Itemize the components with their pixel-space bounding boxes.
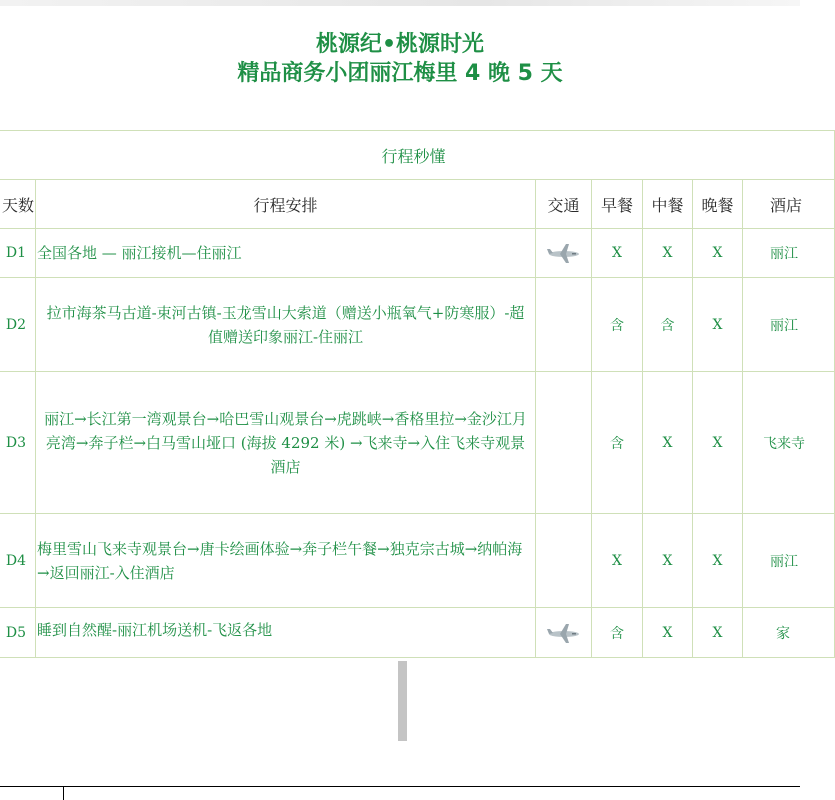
breakfast-cell: 含 — [592, 372, 643, 514]
title-line-1: 桃源纪•桃源时光 — [315, 32, 485, 57]
plan-cell: 丽江→长江第一湾观景台→哈巴雪山观景台→虎跳峡→香格里拉→金沙江月亮湾→奔子栏→白马雪山垭口 (海拔 4292 米) →飞来寺→入住飞来寺观景酒店 — [36, 372, 536, 514]
lunch-cell: X — [643, 372, 693, 514]
day-cell: D2 — [0, 278, 36, 372]
dinner-cell: X — [693, 514, 743, 608]
transport-cell — [536, 608, 592, 658]
table-row — [0, 229, 835, 278]
itinerary-table — [0, 130, 835, 658]
header-transport: 交通 — [536, 180, 592, 229]
breakfast-cell: X — [592, 514, 643, 608]
title-block — [0, 30, 800, 88]
bottom-divider-tick — [63, 786, 64, 800]
plan-cell: 睡到自然醒-丽江机场送机-飞返各地 — [36, 608, 536, 658]
hotel-cell: 丽江 — [743, 514, 835, 608]
breakfast-cell: 含 — [592, 608, 643, 658]
hotel-cell: 飞来寺 — [743, 372, 835, 514]
transport-cell — [536, 514, 592, 608]
breakfast-cell: X — [592, 229, 643, 278]
lunch-cell: X — [643, 608, 693, 658]
plan-cell: 拉市海茶马古道-束河古镇-玉龙雪山大索道（赠送小瓶氧气+防寒服）-超值赠送印象丽江-住丽江 — [36, 278, 536, 372]
scrollbar-thumb[interactable] — [398, 661, 407, 741]
header-row — [0, 180, 835, 229]
day-cell: D4 — [0, 514, 36, 608]
header-breakfast: 早餐 — [592, 180, 643, 229]
header-lunch: 中餐 — [643, 180, 693, 229]
day-cell: D1 — [0, 229, 36, 278]
plan-cell: 全国各地 — 丽江接机—住丽江 — [36, 229, 536, 278]
hotel-cell: 丽江 — [743, 278, 835, 372]
bottom-divider — [0, 786, 800, 787]
title-line-2: 精品商务小团丽江梅里 4 晚 5 天 — [237, 61, 563, 86]
table-row — [0, 608, 835, 658]
table-caption: 行程秒懂 — [0, 131, 835, 180]
airplane-icon — [546, 241, 582, 265]
dinner-cell: X — [693, 229, 743, 278]
lunch-cell: 含 — [643, 278, 693, 372]
breakfast-cell: 含 — [592, 278, 643, 372]
transport-cell — [536, 229, 592, 278]
transport-cell — [536, 278, 592, 372]
transport-cell — [536, 372, 592, 514]
dinner-cell: X — [693, 372, 743, 514]
hotel-cell: 丽江 — [743, 229, 835, 278]
airplane-icon — [546, 621, 582, 645]
table-row — [0, 278, 835, 372]
header-hotel: 酒店 — [743, 180, 835, 229]
plan-cell: 梅里雪山飞来寺观景台→唐卡绘画体验→奔子栏午餐→独克宗古城→纳帕海 →返回丽江-入住酒店 — [36, 514, 536, 608]
day-cell: D3 — [0, 372, 36, 514]
dinner-cell: X — [693, 608, 743, 658]
table-row — [0, 372, 835, 514]
header-plan: 行程安排 — [36, 180, 536, 229]
table-row — [0, 514, 835, 608]
day-cell: D5 — [0, 608, 36, 658]
dinner-cell: X — [693, 278, 743, 372]
top-shadow-strip — [0, 0, 800, 6]
lunch-cell: X — [643, 514, 693, 608]
hotel-cell: 家 — [743, 608, 835, 658]
header-dinner: 晚餐 — [693, 180, 743, 229]
caption-row — [0, 131, 835, 180]
header-day: 天数 — [0, 180, 36, 229]
lunch-cell: X — [643, 229, 693, 278]
